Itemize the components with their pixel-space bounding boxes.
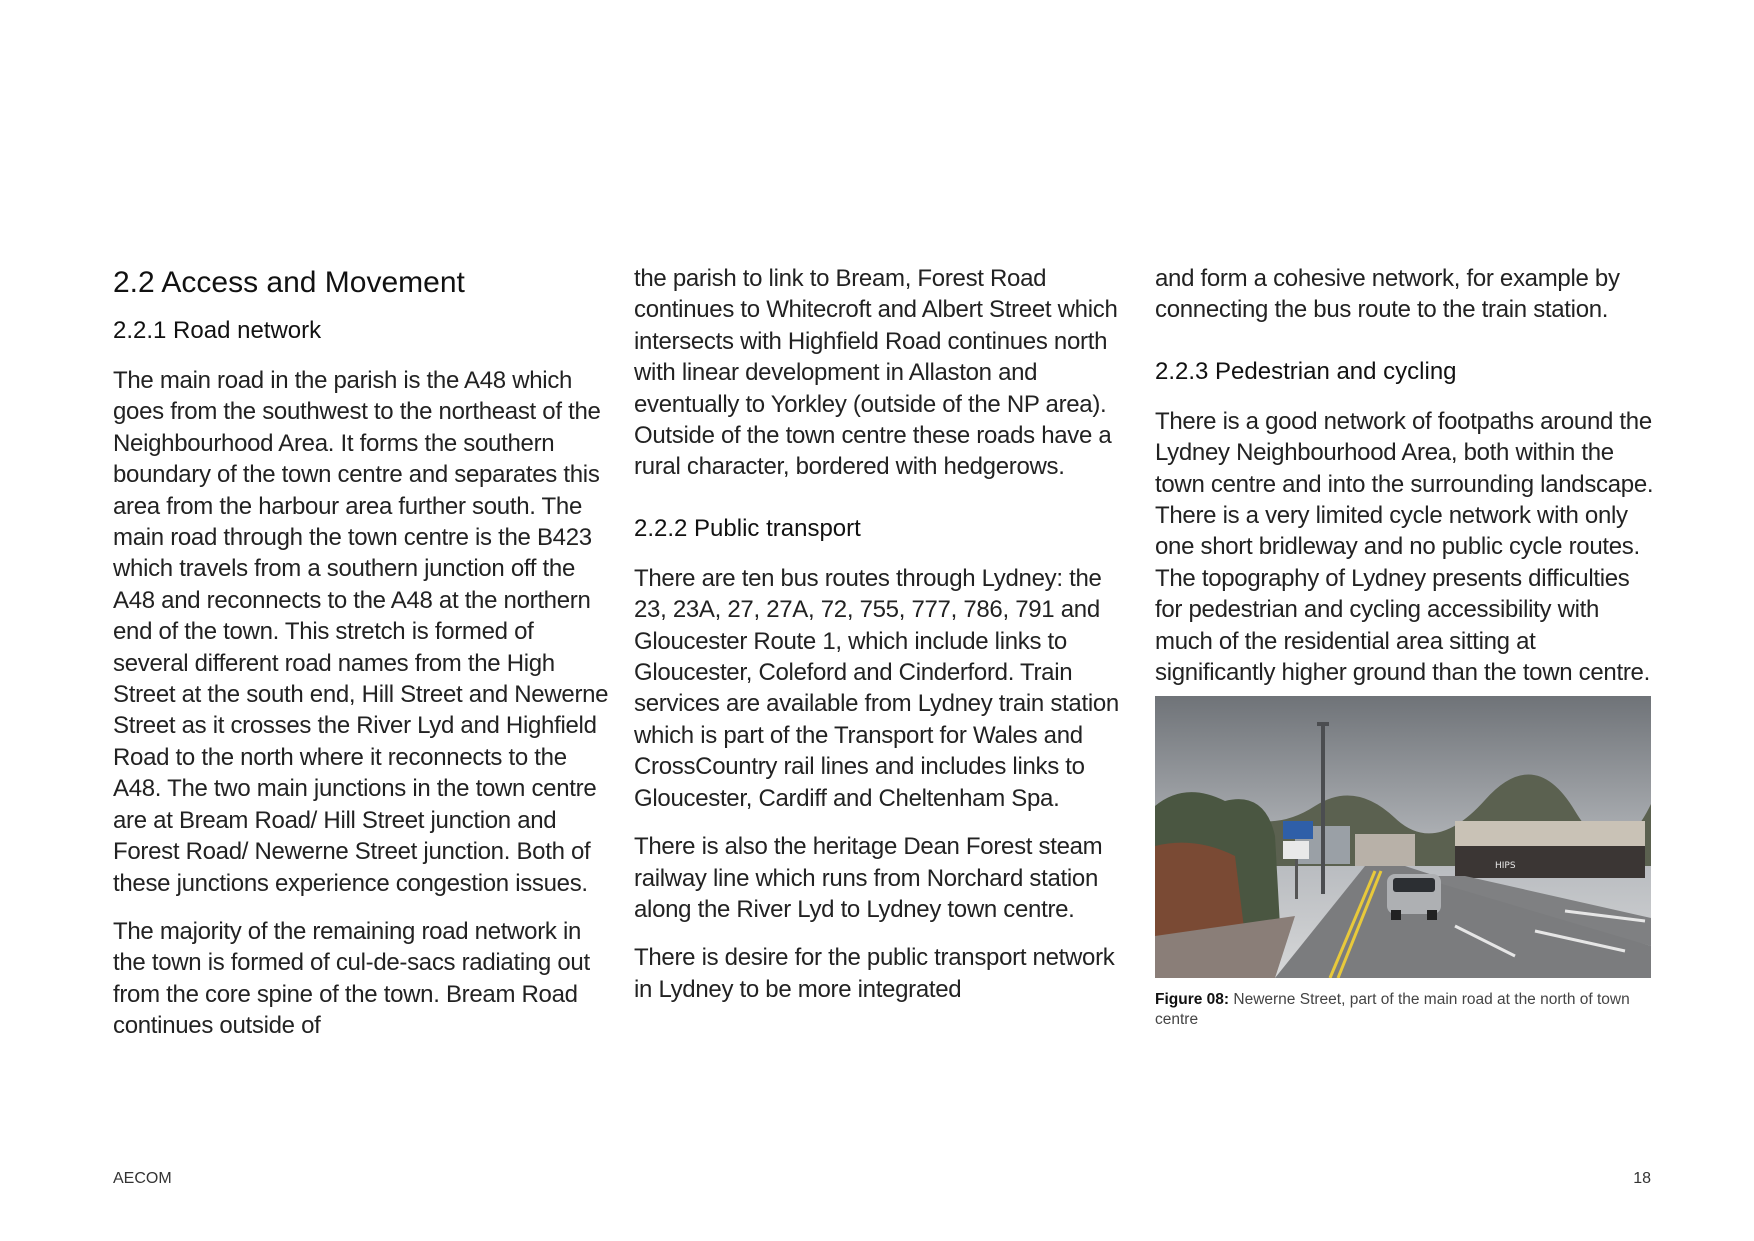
public-transport-heading: 2.2.2 Public transport [634,514,861,542]
figure-label: Figure 08: [1155,991,1230,1009]
column-2 [634,263,1134,1022]
public-transport-paragraph-1: There are ten bus routes through Lydney: the 23, 23A, 27, 27A, 72, 755, 777, 786, 791 and Gloucester Route 1, which include links to Gloucester, Coleford and Cinderford. Train services are available from Lydney train station which is part of the Transport for Wales and CrossCountry rail lines and includes links to Gloucester, Cardiff and Cheltenham Spa. [634,564,1119,812]
pedestrian-cycling-paragraph: There is a good network of footpaths around the Lydney Neighbourhood Area, both within the town centre and into the surrounding landscape. There is a very limited cycle network with only one short bridleway and no public cycle routes. The topography of Lydney presents difficulties for pedestrian and cycling accessibility with much of the residential area sitting at significantly higher ground than the town centre. [1155,407,1654,687]
footer-company: AECOM [113,1170,172,1187]
street-photo [1155,696,1651,978]
public-transport-paragraph-3-continued: and form a cohesive network, for example by connecting the bus route to the train station. [1155,265,1620,324]
column-1 [113,263,613,1059]
street-photo-illustration [1155,696,1651,978]
shop-sign-text: HIPS [1495,861,1516,872]
public-transport-paragraph-2: There is also the heritage Dean Forest steam railway line which runs from Norchard station along the River Lyd to Lydney town centre. [634,833,1103,923]
section-title: 2.2 Access and Movement [113,266,465,299]
road-network-heading: 2.2.1 Road network [113,317,322,344]
road-network-paragraph-2-continued: the parish to link to Bream, Forest Road continues to Whitecroft and Albert Street which intersects with Highfield Road continues north with linear development in Allaston and eventually to Yorkley (outside of the NP area). Outside of the town centre these roads have a rural character, bordered with hedgerows. [634,265,1118,481]
pedestrian-cycling-heading: 2.2.3 Pedestrian and cycling [1155,357,1457,385]
public-transport-paragraph-3-start: There is desire for the public transport network in Lydney to be more integrated [634,944,1115,1003]
road-network-paragraph-2-start: The majority of the remaining road network in the town is formed of cul-de-sacs radiating out from the core spine of the town. Bream Road continues outside of [113,917,590,1040]
figure-caption [1155,990,1655,1030]
road-network-paragraph-1: The main road in the parish is the A48 which goes from the southwest to the northeast of the Neighbourhood Area. It forms the southern boundary of the town centre and separates this area from the harbour area further south. The main road through the town centre is the B423 which travels from a southern junction off the A48 and reconnects to the A48 at the northern end of the town. This stretch is formed of several different road names from the High Street at the south end, Hill Street and Newerne Street as it crosses the River Lyd and Highfield Road to the north where it reconnects to the A48. The two main junctions in the town centre are at Bream Road/ Hill Street junction and Forest Road/ Newerne Street junction. Both of these junctions experience congestion issues. [113,367,609,897]
figure-caption-text: Newerne Street, part of the main road at the north of town centre [1155,991,1630,1029]
page-number: 18 [1633,1170,1651,1187]
column-3 [1155,263,1655,1030]
